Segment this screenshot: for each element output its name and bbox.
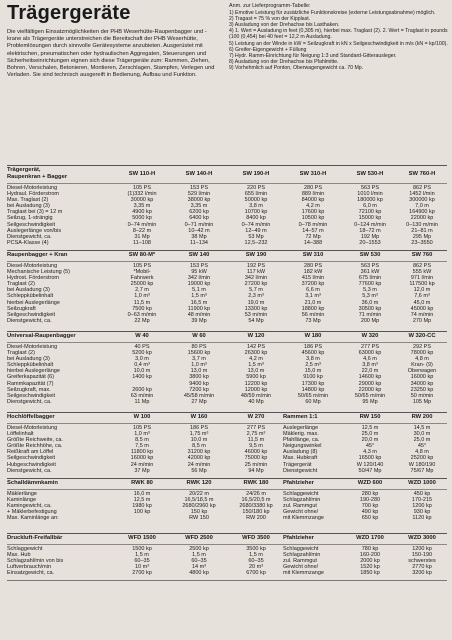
column-values: 105 PS *Mobil- Fahrwerk 25000 kp 2,7 m 1,0 m³ 11,5 m 7500 kp 0–63 m/min 22 Mp xyxy=(127,263,157,324)
note-4: 4) 1. Wert = Ausladung in feet (0,305 m), hierbei max. Traglast (2). 2. Wert = Traglast in pounds (100 (0,454) bei 40 feet = 12,2 m Ausladung. xyxy=(229,28,448,41)
column-values: 14,5 m 30,0 m 25,0 m 45° 4,8 m 25200 kp W 180/190 75/67 Mp xyxy=(408,425,436,474)
column-header: SW 80-M* xyxy=(128,252,156,258)
row-labels: Schlaggewicht Max. Hub Schlagzahl/min von bis Luftverbrauch/min Einsatzgewicht, ca. xyxy=(7,546,64,577)
column-values: 280 kp 190-280 700 kp 490 kp 650 kp xyxy=(359,491,381,522)
section-divider xyxy=(7,331,447,332)
column-header: WZD 1700 xyxy=(356,535,384,541)
column-values: 3500 kp 1,5 m 60–35 20 m³ 6700 kp xyxy=(246,546,266,577)
column-values: 563 PS 361 kW 675 l/min 77600 kp 5,3 m 5,3 m³ 36,0 m 30500 kp 71 m/min 200 Mp xyxy=(358,263,382,324)
row-divider xyxy=(7,489,447,490)
column-header: W 160 xyxy=(190,414,208,420)
column-header: Rammen 1:1 xyxy=(283,414,318,420)
column-header: WFD 3500 xyxy=(242,535,270,541)
page-title: Trägergeräte xyxy=(7,2,131,24)
column-values: 105 PS (1)332 l/min 30000 kp 3,35 m 4900 kp 5000 kp 0–74 m/min 8–22 m 31 Mp 11–108 xyxy=(127,185,157,246)
column-header: SW 530 xyxy=(359,252,381,258)
note-5: 5) Leistung an der Winde in kW = Seilzugkraft in kN x Seilgeschwindigkeit in m/s (kN = kp/100). xyxy=(229,40,448,47)
column-header: W 320 xyxy=(361,333,379,339)
intro-text: Die vielfältigen Einsatzmöglichkeiten der PHB Weserhütte-Raupenbagger und -krane als Trägergeräte unterstreichen die Bereitschaft der PHB Weserhütte, Problemlösungen durch sinnvolle Gerätesysteme anzubieten. Ausgerüstet mit elektrischen, pneumatischen oder hydraulischen Aggregaten, Steuerungen und Sicherheitseinrichtungen eignen sich diese Trägergeräte zum: Rammen, Ziehen, Bohren, Verschalen, Betonieren, Montieren, Zerschlagen, Stampfen, Verlegen und Verladen. Sie sind technisch ausgereift in Bedienung, Aufbau und Funktion. xyxy=(7,29,215,79)
column-header: SW 110-H xyxy=(128,171,156,177)
column-header: W 270 xyxy=(247,414,265,420)
section-heading: Druckluft-Freifallbär xyxy=(7,535,63,541)
column-values: Auslegerlänge Mäklerig. max. Pfahllänge, ca. Neigungswinkel Ausladung (8) Max. Hubkraft Trägergerät Dienstgewicht xyxy=(283,425,322,474)
column-header: RW 150 xyxy=(359,414,381,420)
column-values: 186 PS 1,75 m³ 10,0 m 8,5 m 31200 kp 42000 kp 24 m/min 56 Mp xyxy=(187,425,211,474)
column-header: RWK 80 xyxy=(131,480,153,486)
note-9: 9) Vorhehmlich auf Ponton, Oberwagengewicht ca. 70 Mp. xyxy=(229,64,364,71)
column-header: W 180 xyxy=(304,333,322,339)
column-values: 563 PS 1010 l/min 180000 kp 6,0 m 72100 kp 15000 kp 0–124 m/min 18–72 m 192 Mp 20–1553 xyxy=(354,185,386,246)
row-labels: Diesel-Motorleistung Mechanische Leistung (5) Hydrost. Förderstrom Traglast (2) bei Ausladung (3) Schleppkübelinhalt hierbei Auslegerlänge Seilzugkraft Seilgeschwindigkeit Dienstgewicht, ca. xyxy=(7,263,70,324)
section-divider xyxy=(7,250,447,251)
row-labels: Diesel-Motorleistung Hydraul. Förderstrom Max. Traglast (2) bei Ausladung (3) Traglast bei (3) = 12 m Seilzug, 1-strängig Seilgeschwindigkeit Auslegerlänge von/bis Dienstgewicht, ca. PCSA-Klasse (4) xyxy=(7,185,63,246)
section-heading: Raupenbagger + Kran xyxy=(7,252,68,258)
column-values: Schlaggewicht Schlagzahl/min zul. Rammgut Gewicht ohne/ mit Klemmzange xyxy=(283,546,324,577)
column-values: 862 PS 555 kW 971 l/min 117500 kp 12,0 m 7,6 m³ 45,0 m 45000 kp 74 m/min 270 Mp xyxy=(409,263,435,324)
column-values: 2500 kp 1,5 m 60–35 14 m³ 4800 kp xyxy=(189,546,209,577)
column-header: RWK 180 xyxy=(243,480,269,486)
column-values: 16,0 m 12,5 m 1980 kp 100 kp xyxy=(132,491,152,516)
column-header: WZD 600 xyxy=(357,480,383,486)
column-header: SW 310 xyxy=(302,252,324,258)
column-values: 280 PS 889 l/min 84000 kp 4,2 m 17600 kp 10500 kp 0–78 m/min 14–57 m 72 Mp 14–388 xyxy=(298,185,328,246)
column-header: W 120 xyxy=(247,333,265,339)
column-header: Pfahlzieher xyxy=(283,480,314,486)
column-values: 153 PS 95 kW 342 l/min 19000 kp 5,1 m 1,5 m³ 16,5 m 11900 kp 48 m/min 39 Mp xyxy=(187,263,211,324)
column-header: SW 190 xyxy=(245,252,267,258)
section-divider xyxy=(7,412,447,413)
row-labels: Diesel-Motorleistung Löffelinhalt Größte Reichweite, ca. Größte Reichhöhe, ca. Reißkraft am Löffel Seilgeschwindigkeit Hubgeschwindigkeit Dienstgewicht, ca. xyxy=(7,425,63,474)
note-7: 7) Hydr. Ramm-Einrichtung für Neigung 1:3 und Standard-Gitterausleger. xyxy=(229,52,397,59)
section-heading: Trägergerät, Raupenkran + Bagger xyxy=(7,167,68,180)
column-values: 12,5 m 25,0 m 20,0 m 45° 4,3 m 16500 kp W 120/140 50/47 Mp xyxy=(356,425,384,474)
column-header: SW 760-H xyxy=(408,171,436,177)
row-labels: Diesel-Motorleistung Traglast (2) bei Ausladung (3) Schleppkübelinhalt hierbei Auslegerlänge Greiferkapazität (6) Rammkapazität (7) Seilzugkraft, max. Seilgeschwindigkeit Dienstgewicht, ca. xyxy=(7,344,60,405)
section-heading: Universal-Raupenbagger xyxy=(7,333,76,339)
row-divider xyxy=(7,544,447,545)
section-divider xyxy=(7,165,447,166)
column-values: Schlaggewicht Schlagzahl/min zul. Rammgut Gewicht ohne/ mit Klemmzange xyxy=(283,491,324,522)
column-values: 780 kp 160-200 2000 kp 1520 kp 1850 kp xyxy=(359,546,381,577)
column-header: Pfahlzieher xyxy=(283,535,314,541)
note-2: 2) Tragast = 75 % von der Kipplast. xyxy=(229,16,311,23)
notes-heading: Anm. zur Lieferprogramm-Tabelle: xyxy=(229,3,311,9)
column-header: W 320-CC xyxy=(408,333,436,339)
note-1: 1) Emotive Leistung für zusätzliche Funktionskreise (externe Leistungsabnahme) möglich. xyxy=(229,10,436,17)
column-header: WZD 1000 xyxy=(408,480,436,486)
column-header: SW 530-H xyxy=(356,171,384,177)
row-divider xyxy=(7,183,447,184)
column-values: 862 PS 1452 l/min 300000 kp 7,0 m 164900 kp 22000 kp 0–130 m/min 21–81 m 295 Mp 23–3550 xyxy=(406,185,438,246)
column-values: 1500 kp 1,5 m 60–35 10 m³ 2700 kp xyxy=(132,546,152,577)
column-values: 142 PS 26300 kp 4,2 m 1,5 m³ 13,0 m 5900 kp 12200 kp 12000 kp 48/59 m/min 40 Mp xyxy=(240,344,272,405)
row-labels: Mäklerlänge Kaminlänge Kamingewicht, ca. + Mäklerbefestigung Max. Kaminlänge an: xyxy=(7,491,59,522)
column-header: WFD 1500 xyxy=(128,535,156,541)
column-values: 220 PS 655 l/min 50000 kp 3,8 m 10700 kp 8400 kp 0–74 m/min 12–49 m 53 Mp 12,5–232 xyxy=(241,185,271,246)
column-values: 105 PS 1,0 m³ 8,5 m 7,5 m 11800 kp 16000 kp 24 m/min 37 Mp xyxy=(130,425,154,474)
column-values: 277 PS 63000 kp 4,6 m 3,8 m³ 22,0 m 14600 kp 29000 kp 22000 kp 50/65 m/min 95 Mp xyxy=(354,344,386,405)
row-divider xyxy=(7,342,447,343)
row-divider xyxy=(7,423,447,424)
column-header: W 100 xyxy=(133,414,151,420)
column-values: 80 PS 15600 kp 3,7 m 1,0 m³ 13,0 m 3800 kp 9400 kp 7200 kp 45/58 m/min 27 Mp xyxy=(183,344,215,405)
column-values: 192 PS 117 kW 342 l/min 27200 kp 5,7 m 2,3 m³ 19,0 m 13300 kp 53 m/min 54 Mp xyxy=(244,263,268,324)
column-values: 450 kp 170-215 1200 kp 930 kp 1120 kp xyxy=(411,491,433,522)
column-header: SW 760 xyxy=(411,252,433,258)
column-header: WFD 2500 xyxy=(185,535,213,541)
column-values: 40 PS 5200 kp 3,0 m 0,4 m³ 10,0 m 1400 kp 2600 kp 63 m/min 11 Mp xyxy=(130,344,154,405)
column-header: SW 140-H xyxy=(185,171,213,177)
section-heading: Hochlöffelbagger xyxy=(7,414,55,420)
section-divider xyxy=(7,478,447,479)
section-heading: Schalldämmkamin xyxy=(7,480,58,486)
row-divider xyxy=(7,261,447,262)
column-header: SW 190-H xyxy=(242,171,270,177)
column-values: 153 PS 529 l/min 38000 kp 3,35 m 6200 kp 6400 kp 0–71 m/min 10–42 m 38 Mp 11–134 xyxy=(184,185,214,246)
bottom-divider xyxy=(7,580,447,581)
note-8: 8) Ausladung von der Drehachse bis Pfahlmitte. xyxy=(229,58,339,65)
column-values: 20/22 m 16,5/18,5 m 2680/2960 kp 150 kp RW 150 xyxy=(182,491,216,522)
column-values: 186 PS 45600 kp 3,8 m 2,5 m³ 15,0 m 9100 kp 17300 kp 14800 kp 50/65 m/min 60 Mp xyxy=(297,344,329,405)
column-values: 1200 kp 150-190 schwerstes 2770 kp 3200 kp xyxy=(408,546,436,577)
column-values: 292 PS 78000 kp 4,8 m Kran- (9) Oberwagen 16000 kp 34000 kp 23250 kp 50 m/min 105 Mp xyxy=(407,344,437,405)
column-header: RW 200 xyxy=(411,414,433,420)
note-6: 6) Greifer-Eigengewicht + Füllung xyxy=(229,46,307,53)
column-values: 277 PS 2,75 m³ 11,5 m 9,5 m 46000 kp 75000 kp 25 m/min 94 Mp xyxy=(244,425,268,474)
column-header: RWK 120 xyxy=(186,480,212,486)
column-header: W 40 xyxy=(135,333,149,339)
column-values: 280 PS 182 kW 415 l/min 37200 kp 6,6 m 3,1 m³ 21,0 m 18800 kp 56 m/min 73 Mp xyxy=(301,263,325,324)
column-header: W 60 xyxy=(192,333,206,339)
column-header: WZD 3000 xyxy=(408,535,436,541)
column-values: 24/26 m 16,5/20,5 m 2680/3380 kp 150/180 kp RW 200 xyxy=(239,491,273,522)
column-header: SW 140 xyxy=(188,252,210,258)
section-divider xyxy=(7,533,447,534)
column-header: SW 310-H xyxy=(299,171,327,177)
section-traegergeraet xyxy=(7,167,447,246)
table-notes xyxy=(229,3,449,71)
note-3: 3) Ausladung von der Drehachse bis Lasthaken. xyxy=(229,22,340,29)
